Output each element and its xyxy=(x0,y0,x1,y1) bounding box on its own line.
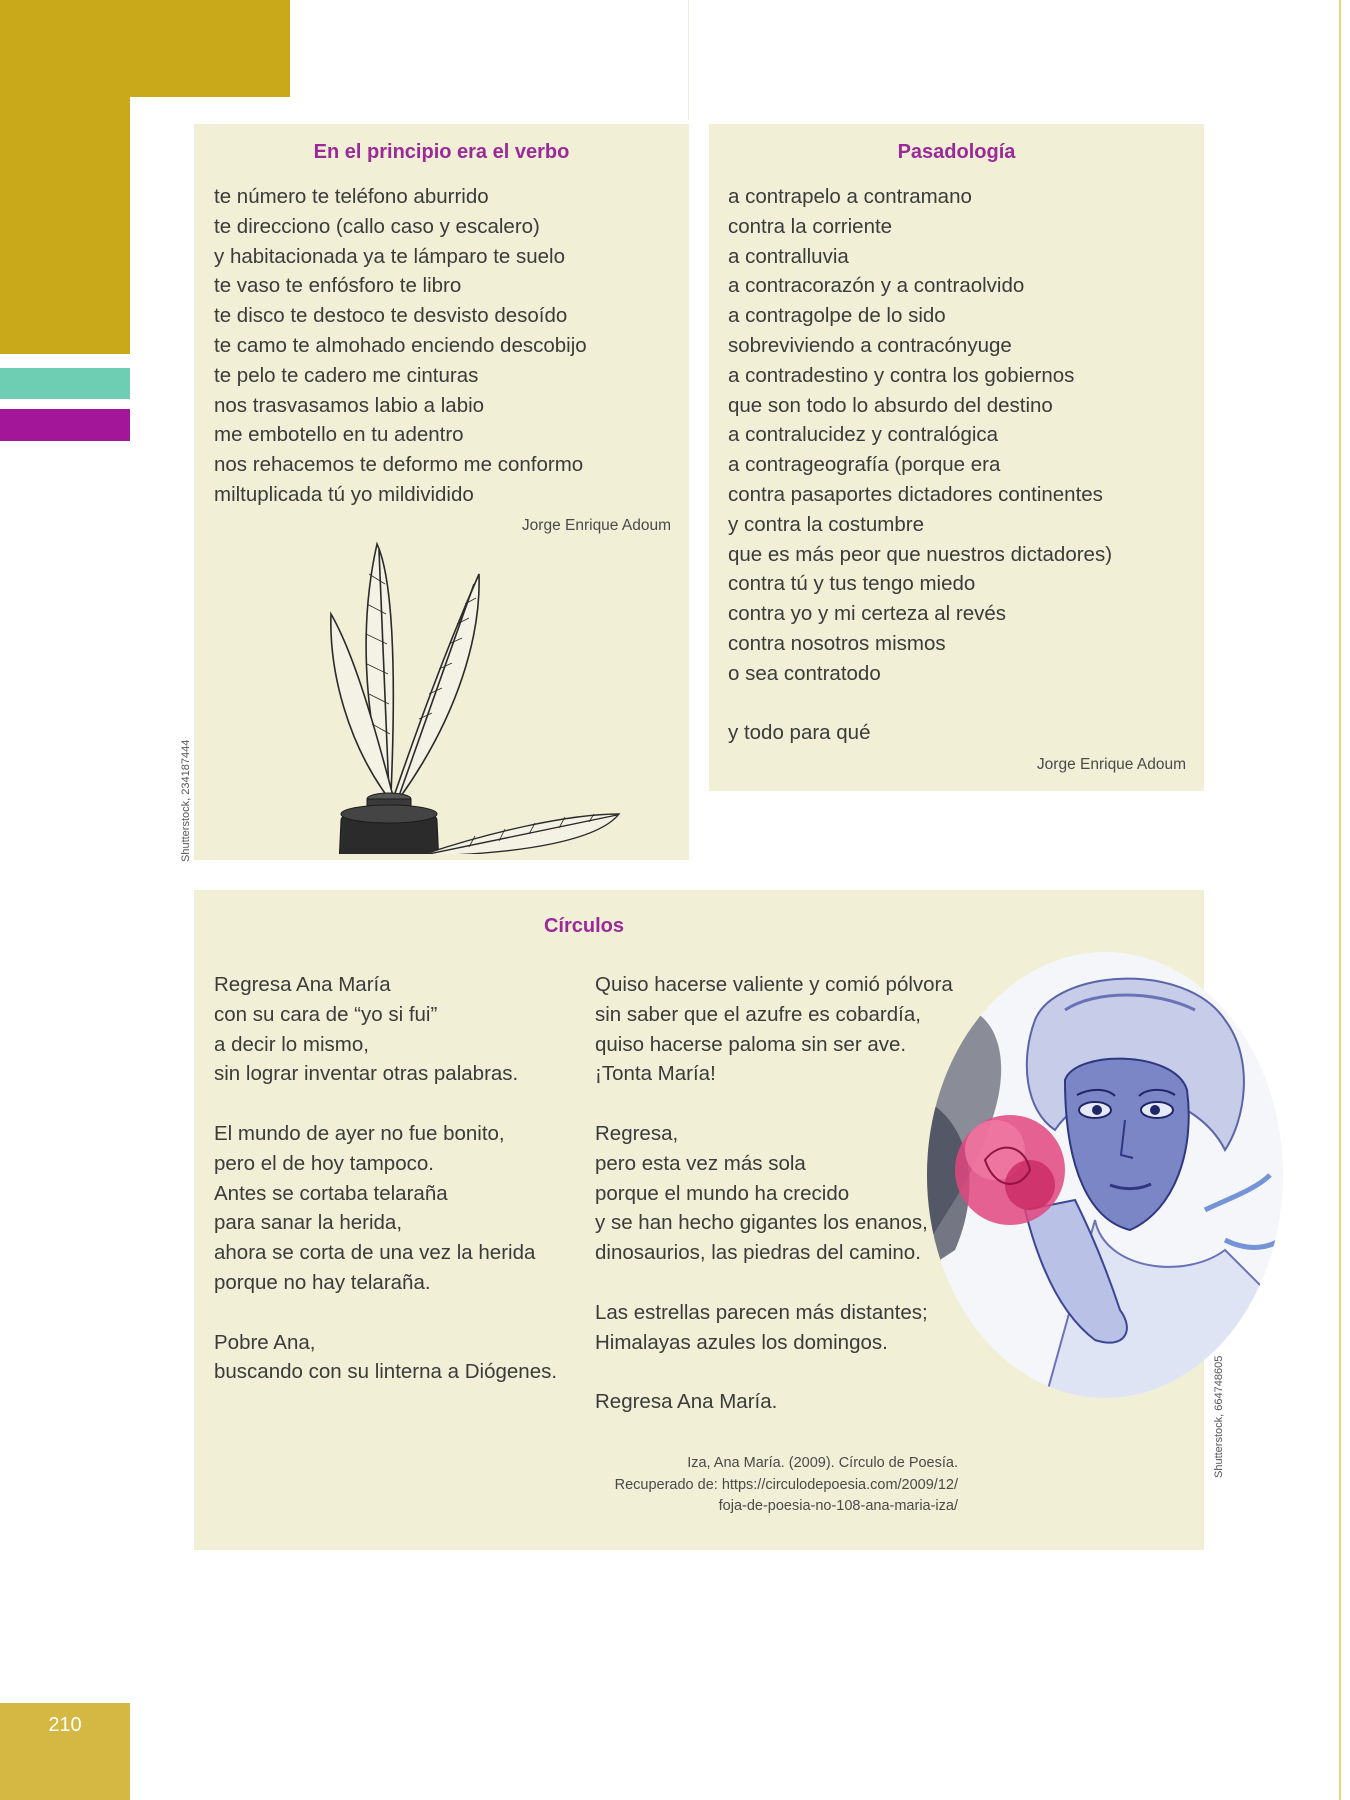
magenta-decor-stripe xyxy=(0,409,130,441)
poem-line: con su cara de “yo si fui” xyxy=(214,1002,438,1026)
poem-line: te direcciono (callo caso y escalero) xyxy=(214,214,540,238)
poem-line: contra nosotros mismos xyxy=(728,631,946,655)
poem-body xyxy=(214,182,587,510)
poem-line: a contralucidez y contralógica xyxy=(728,423,999,447)
poem-line: te camo te almohado enciendo descobijo xyxy=(214,333,587,357)
poem-line: te vaso te enfósforo te libro xyxy=(214,274,462,298)
poem-line: buscando con su linterna a Diógenes. xyxy=(214,1360,558,1384)
poem-line: te número te teléfono aburrido xyxy=(214,185,489,208)
poem-line: y contra la costumbre xyxy=(728,512,924,536)
poem-line: o sea contratodo xyxy=(728,661,881,685)
page-number: 210 xyxy=(48,1714,82,1736)
poem-line: y se han hecho gigantes los enanos, xyxy=(595,1211,928,1235)
image-credit: Shutterstock, 664748605 xyxy=(1213,1355,1225,1478)
poem-line: a contragolpe de lo sido xyxy=(728,304,946,328)
poem-line: Regresa, xyxy=(595,1121,679,1145)
poem-line: a contrapelo a contramano xyxy=(728,185,972,208)
reference-line: Iza, Ana María. (2009). Círculo de Poesía. xyxy=(687,1455,958,1471)
poem-line: Regresa Ana María xyxy=(214,973,391,996)
poem-line: Quiso hacerse valiente y comió pólvora xyxy=(595,973,953,996)
image-credit: Shutterstock, 234187444 xyxy=(180,739,192,862)
poem-line: que es más peor que nuestros dictadores) xyxy=(728,542,1113,566)
poem-line: Antes se cortaba telaraña xyxy=(214,1181,448,1205)
poem-closing-line: y todo para qué xyxy=(728,721,871,745)
poem-line: nos trasvasamos labio a labio xyxy=(214,393,485,417)
poem-line: para sanar la herida, xyxy=(214,1211,403,1235)
poem-title: Pasadología xyxy=(897,141,1016,163)
poem-line: contra pasaportes dictadores continentes xyxy=(728,482,1103,506)
poem-line: que son todo lo absurdo del destino xyxy=(728,393,1053,417)
poem-line: Las estrellas parecen más distantes; xyxy=(595,1300,928,1324)
poem-line: contra tú y tus tengo miedo xyxy=(728,572,976,596)
poem-line: a decir lo mismo, xyxy=(214,1032,369,1056)
poem-line: contra yo y mi certeza al revés xyxy=(728,602,1006,626)
quill-inkwell-illustration xyxy=(269,514,629,854)
poem-line: porque no hay telaraña. xyxy=(214,1270,431,1294)
poem-line: ¡Tonta María! xyxy=(595,1062,716,1086)
poem-line: porque el mundo ha crecido xyxy=(595,1181,850,1205)
poem-line: me embotello en tu adentro xyxy=(214,423,464,447)
poem-title: En el principio era el verbo xyxy=(313,141,570,163)
poem-line: quiso hacerse paloma sin ser ave. xyxy=(595,1032,907,1056)
poem-body xyxy=(728,182,1112,748)
poem-line: ahora se corta de una vez la herida xyxy=(214,1241,536,1265)
poem-line: a contrageografía (porque era xyxy=(728,453,1001,477)
poem-line: a contralluvia xyxy=(728,244,849,268)
gold-decor-block xyxy=(0,0,290,97)
poem-line: dinosaurios, las piedras del camino. xyxy=(595,1241,921,1265)
reference-line: Recuperado de: https://circulodepoesia.com/2009/12/ xyxy=(614,1476,958,1493)
poem-author: Jorge Enrique Adoum xyxy=(521,517,671,534)
poem-line: te disco te destoco te desvisto desoído xyxy=(214,304,568,328)
poem-line: contra la corriente xyxy=(728,214,893,238)
poem-line: sin saber que el azufre es cobardía, xyxy=(595,1002,921,1026)
watercolor-woman-with-flower xyxy=(925,950,1285,1400)
poem-title: Círculos xyxy=(543,915,625,937)
poem-column-right xyxy=(595,970,953,1417)
poem-line: Himalayas azules los domingos. xyxy=(595,1330,888,1354)
poem-line: y habitacionada ya te lámparo te suelo xyxy=(214,244,566,268)
reference-line: foja-de-poesia-no-108-ana-maria-iza/ xyxy=(718,1498,958,1514)
poem-line: El mundo de ayer no fue bonito, xyxy=(214,1121,505,1145)
poem-panel-pasadologia xyxy=(709,124,1204,791)
teal-decor-stripe xyxy=(0,368,130,399)
poem-reference xyxy=(615,1453,958,1518)
poem-line: Pobre Ana, xyxy=(214,1330,316,1354)
gold-decor-bar xyxy=(0,97,130,354)
poem-line: a contradestino y contra los gobiernos xyxy=(728,363,1075,387)
poem-line: miltuplicada tú yo mildividido xyxy=(214,482,474,506)
poem-line: te pelo te cadero me cinturas xyxy=(214,363,479,387)
poem-line: sobreviviendo a contracónyuge xyxy=(728,333,1012,357)
poem-panel-verbo xyxy=(194,124,689,860)
page-edge-line xyxy=(1339,0,1341,1800)
poem-author: Jorge Enrique Adoum xyxy=(1036,756,1186,773)
poem-line: sin lograr inventar otras palabras. xyxy=(214,1062,519,1086)
poem-column-left xyxy=(214,970,557,1387)
poem-line: Regresa Ana María. xyxy=(595,1390,778,1414)
poem-line: pero esta vez más sola xyxy=(595,1151,806,1175)
gutter-line xyxy=(688,0,689,120)
poem-line: pero el de hoy tampoco. xyxy=(214,1151,434,1175)
poem-line: a contracorazón y a contraolvido xyxy=(728,274,1025,298)
poem-line: nos rehacemos te deformo me conformo xyxy=(214,453,584,477)
